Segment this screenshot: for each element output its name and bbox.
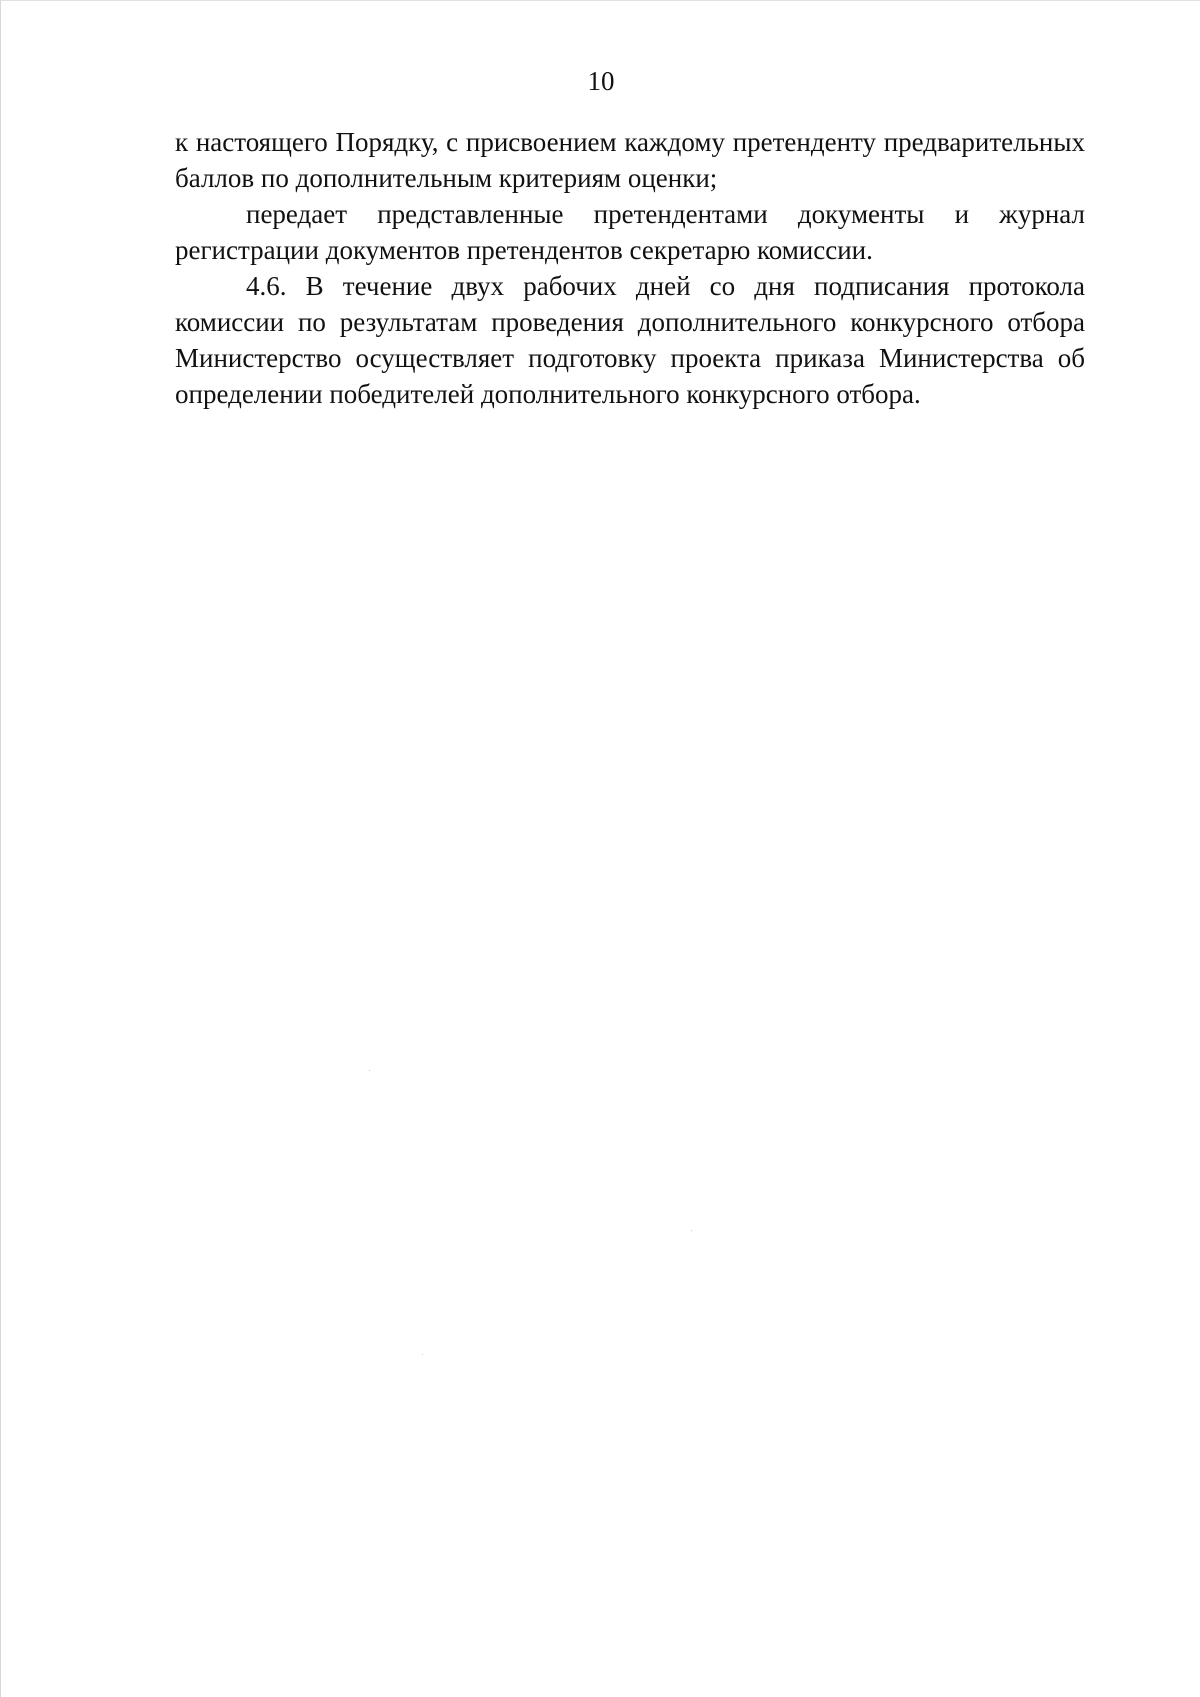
paragraph-clause-4-6: 4.6. В течение двух рабочих дней со дня подписания протокола комиссии по результатам проведения дополнительного конкурсного отбора Министерство осуществляет подготовку проекта приказа Министерства об определении победителей дополнительного конкурсного отбора. — [175, 271, 1085, 409]
paragraph-transfer-documents: передает представленные претендентами документы и журнал регистрации документов претендентов секретарю комиссии. — [175, 199, 1085, 265]
scan-artifact — [691, 1230, 692, 1231]
page-number: 10 — [587, 66, 615, 96]
scan-artifact — [369, 1070, 370, 1071]
scan-artifact — [422, 1354, 423, 1355]
paragraph-continuation: к настоящего Порядку, с присвоением каждому претенденту предварительных баллов по дополнительным критериям оценки; — [175, 127, 1085, 193]
document-body — [175, 124, 1085, 412]
